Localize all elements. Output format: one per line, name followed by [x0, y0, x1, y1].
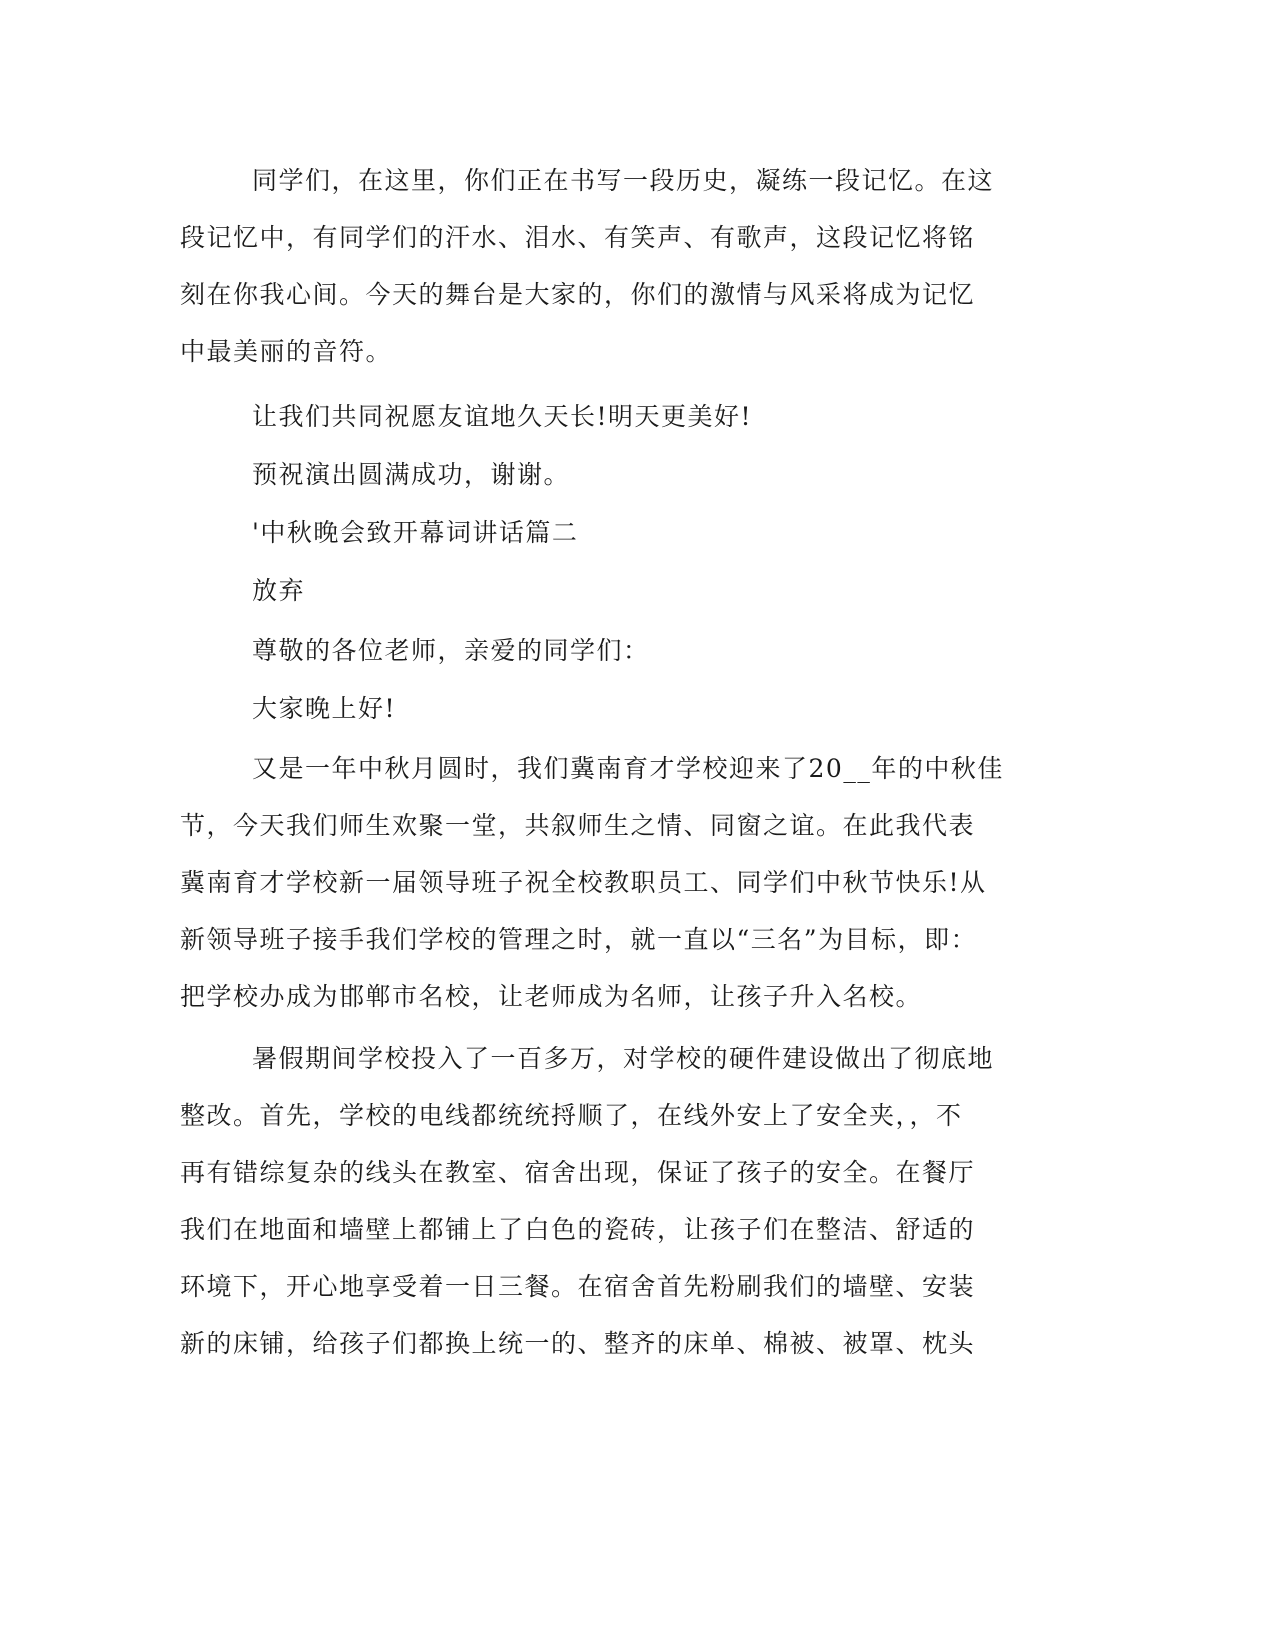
paragraph-renovation — [180, 1030, 1060, 1372]
paragraph-mid-autumn — [180, 740, 1060, 1025]
text-line: 我们在地面和墙壁上都铺上了白色的瓷砖，让孩子们在整洁、舒适的 — [180, 1215, 976, 1244]
text-line: 让我们共同祝愿友谊地久天长!明天更美好! — [252, 402, 753, 431]
text-line: 同学们，在这里，你们正在书写一段历史，凝练一段记忆。在这 — [252, 166, 995, 195]
text-line: 暑假期间学校投入了一百多万，对学校的硬件建设做出了彻底地 — [252, 1044, 995, 1073]
text-line: 把学校办成为邯郸市名校，让老师成为名师，让孩子升入名校。 — [180, 982, 923, 1011]
text-line: 刻在你我心间。今天的舞台是大家的，你们的激情与风采将成为记忆 — [180, 280, 976, 309]
text-line: 整改。首先，学校的电线都统统捋顺了，在线外安上了安全夹，，不 — [180, 1101, 963, 1130]
paragraph-wish — [180, 388, 1060, 445]
greeting — [180, 680, 1060, 737]
text-line: 放弃 — [252, 576, 306, 605]
paragraph-thanks — [180, 446, 1060, 503]
text-line: 冀南育才学校新一届领导班子祝全校教职员工、同学们中秋节快乐!从 — [180, 868, 987, 897]
text-line: 段记忆中，有同学们的汗水、泪水、有笑声、有歌声，这段记忆将铭 — [180, 223, 976, 252]
salutation — [180, 622, 1060, 679]
text-line: 新领导班子接手我们学校的管理之时，就一直以“三名”为目标，即： — [180, 925, 978, 954]
heading-text: '中秋晚会致开幕词讲话篇二 — [252, 518, 579, 547]
paragraph-closing-remarks — [180, 152, 1060, 380]
text-line: 又是一年中秋月圆时，我们冀南育才学校迎来了20__年的中秋佳 — [252, 754, 1004, 783]
text-line: 环境下，开心地享受着一日三餐。在宿舍首先粉刷我们的墙壁、安装 — [180, 1272, 976, 1301]
paragraph-short — [180, 562, 1060, 619]
section-heading — [180, 504, 1060, 561]
text-line: 中最美丽的音符。 — [180, 337, 393, 366]
text-line: 节，今天我们师生欢聚一堂，共叙师生之情、同窗之谊。在此我代表 — [180, 811, 976, 840]
text-line: 尊敬的各位老师，亲爱的同学们： — [252, 636, 650, 665]
text-line: 新的床铺，给孩子们都换上统一的、整齐的床单、棉被、被罩、枕头 — [180, 1329, 976, 1358]
text-line: 再有错综复杂的线头在教室、宿舍出现，保证了孩子的安全。在餐厅 — [180, 1158, 976, 1187]
text-line: 预祝演出圆满成功，谢谢。 — [252, 460, 571, 489]
text-line: 大家晚上好! — [252, 694, 397, 723]
